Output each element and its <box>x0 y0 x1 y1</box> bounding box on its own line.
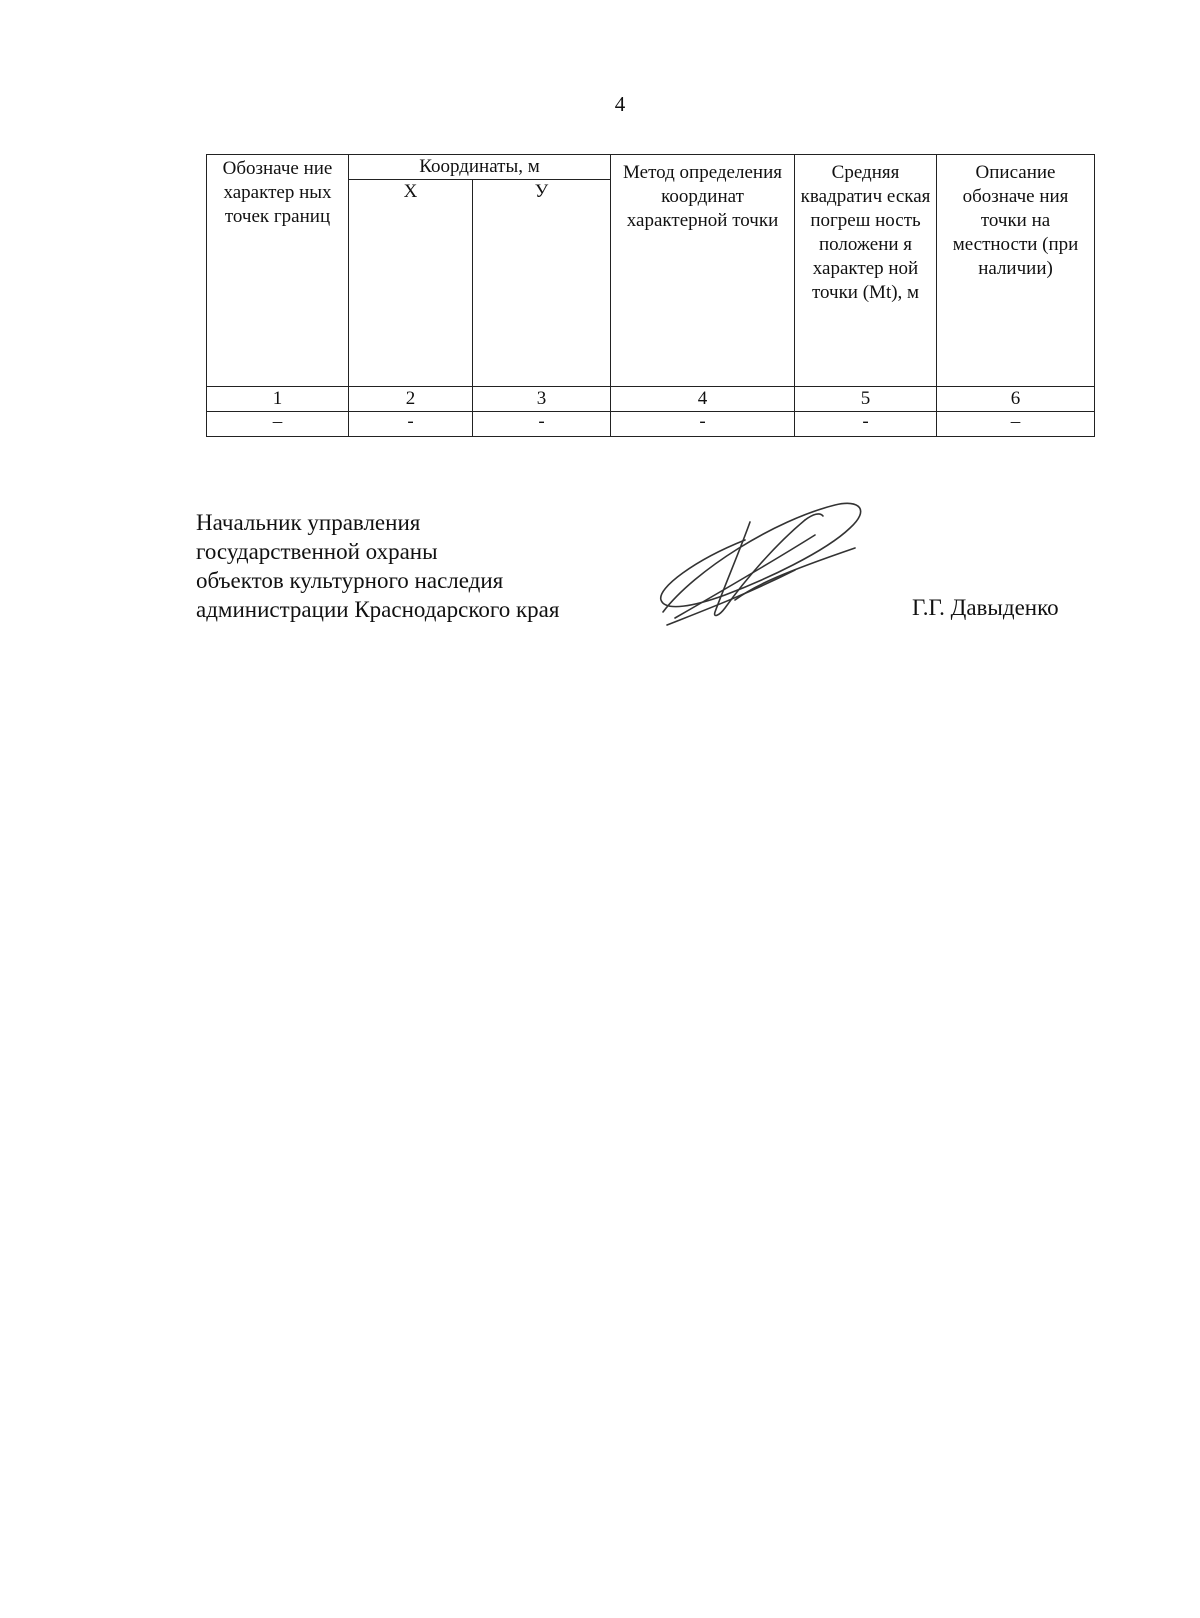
position-line: объектов культурного наследия <box>196 568 504 593</box>
table-cell: – <box>207 412 349 437</box>
header-method: Метод определения координат характерной точки <box>611 155 795 387</box>
header-coordinates: Координаты, м <box>349 155 611 180</box>
table-cell: – <box>937 412 1095 437</box>
signature-block <box>196 508 559 624</box>
header-description: Описание обозначе ния точки на местности (при наличии) <box>937 155 1095 387</box>
page-number: 4 <box>614 92 626 116</box>
position-line: государственной охраны <box>196 539 438 564</box>
boundary-points-table <box>206 154 1095 437</box>
column-number: 5 <box>795 387 937 412</box>
signatory-name: Г.Г. Давыденко <box>912 595 1059 620</box>
header-x: Х <box>349 180 473 387</box>
column-number: 3 <box>473 387 611 412</box>
column-number: 4 <box>611 387 795 412</box>
handwritten-signature <box>655 500 895 640</box>
position-line: Начальник управления <box>196 510 421 535</box>
column-number: 6 <box>937 387 1095 412</box>
table-row-numbers <box>207 387 1095 412</box>
header-point-designation: Обозначе ние характер ных точек границ <box>207 155 349 387</box>
table-cell: - <box>349 412 473 437</box>
table-cell: - <box>473 412 611 437</box>
table-cell: - <box>611 412 795 437</box>
header-y: У <box>473 180 611 387</box>
header-mean-square-error: Средняя квадратич еская погреш ность положени я характер ной точки (Mt), м <box>795 155 937 387</box>
table-cell: - <box>795 412 937 437</box>
column-number: 1 <box>207 387 349 412</box>
table-row <box>207 412 1095 437</box>
position-line: администрации Краснодарского края <box>196 597 560 622</box>
column-number: 2 <box>349 387 473 412</box>
